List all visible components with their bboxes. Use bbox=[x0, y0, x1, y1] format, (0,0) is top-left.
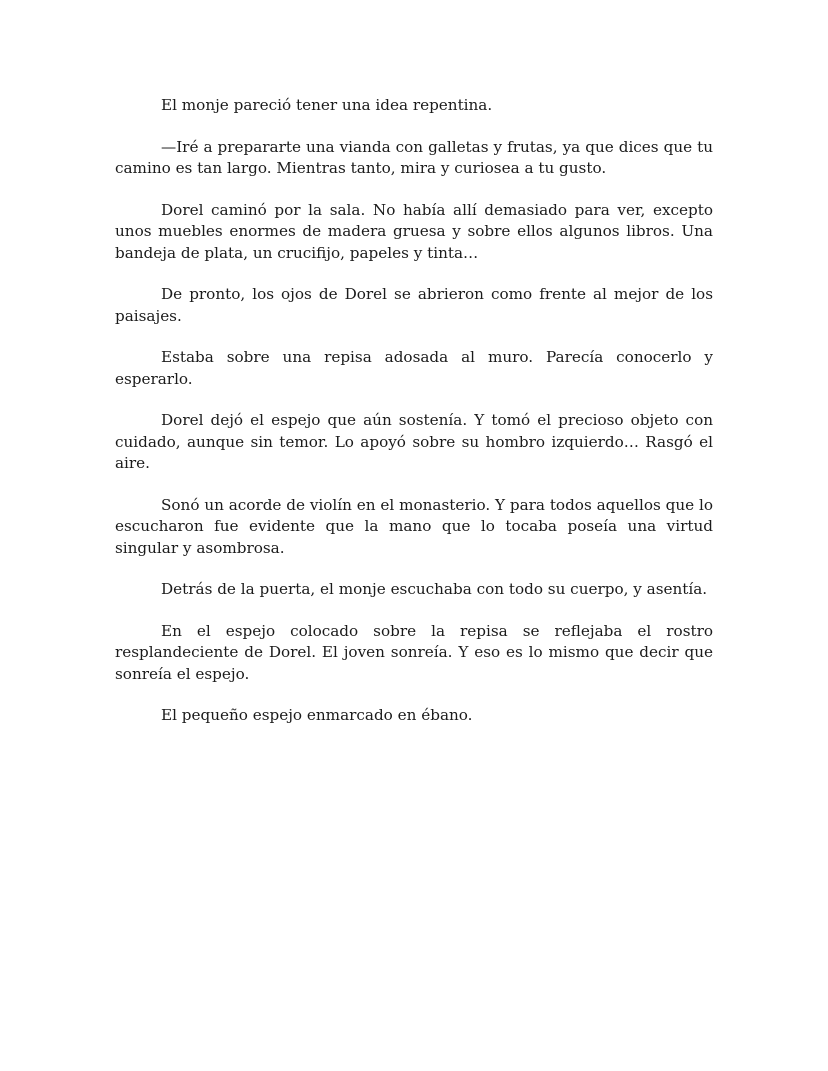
paragraph-4: De pronto, los ojos de Dorel se abrieron como frente al mejor de los paisajes. bbox=[115, 285, 713, 325]
body-text bbox=[115, 95, 713, 747]
paragraph-8: Detrás de la puerta, el monje escuchaba con todo su cuerpo, y asentía. bbox=[161, 580, 708, 598]
paragraph-6: Dorel dejó el espejo que aún sostenía. Y tomó el precioso objeto con cuidado, aunque sin temor. Lo apoyó sobre su hombro izquierdo… Rasgó el aire. bbox=[115, 411, 713, 472]
paragraph-1: El monje pareció tener una idea repentina. bbox=[161, 96, 493, 114]
paragraph-10: El pequeño espejo enmarcado en ébano. bbox=[161, 706, 473, 724]
paragraph-5: Estaba sobre una repisa adosada al muro. Parecía conocerlo y esperarlo. bbox=[115, 348, 713, 388]
paragraph-7: Sonó un acorde de violín en el monasterio. Y para todos aquellos que lo escucharon fue evidente que la mano que lo tocaba poseía una virtud singular y asombrosa. bbox=[115, 495, 713, 557]
paragraph-3: Dorel caminó por la sala. No había allí demasiado para ver, excepto unos muebles enormes de madera gruesa y sobre ellos algunos libros. Una bandeja de plata, un crucifijo, papeles y tinta… bbox=[115, 200, 713, 262]
paragraph-9: En el espejo colocado sobre la repisa se reflejaba el rostro resplandeciente de Dorel. El joven sonreía. Y eso es lo mismo que decir que sonreía el espejo. bbox=[115, 621, 713, 683]
paragraph-2: —Iré a prepararte una vianda con galletas y frutas, ya que dices que tu camino es tan largo. Mientras tanto, mira y curiosea a tu gusto. bbox=[115, 137, 713, 177]
